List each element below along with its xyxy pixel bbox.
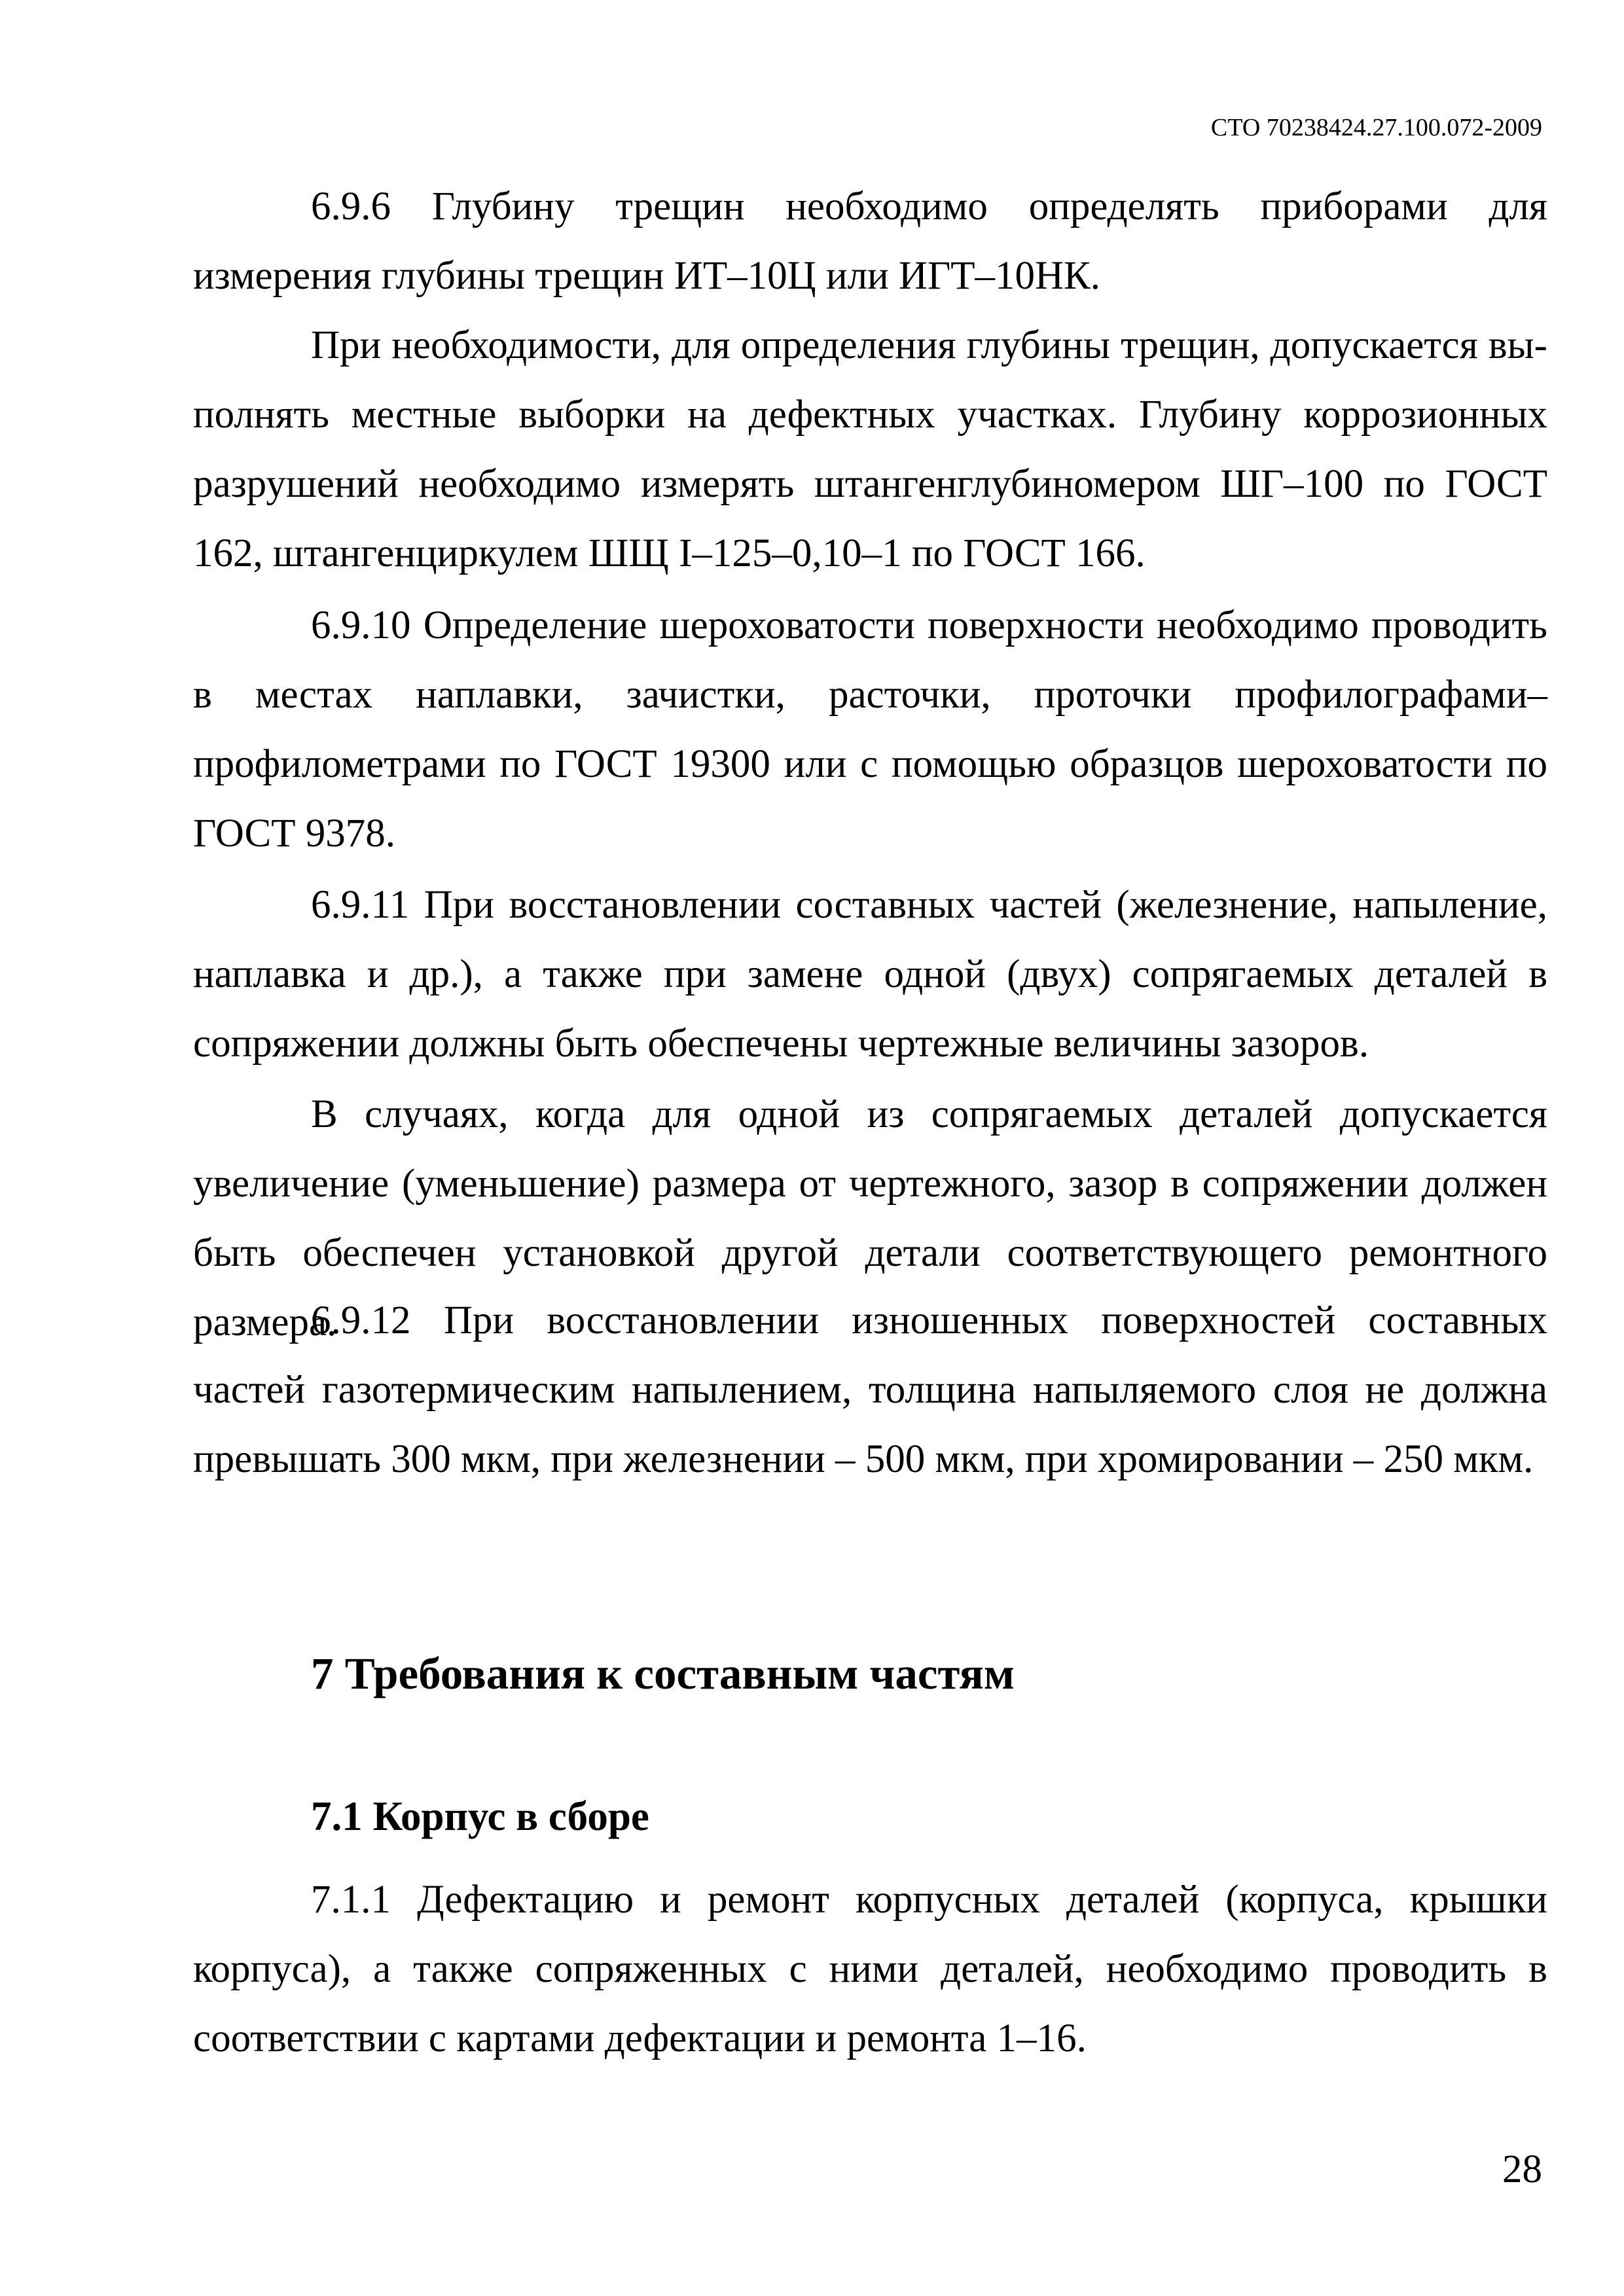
paragraph-crack-depth-note: При необходимости, для определения глубины трещин, допускается выполнять местные выборки на дефектных участках. Глубину коррозионных разрушений необходимо измерять штангенглубиномером ШГ–100 по ГОСТ 162, штангенциркулем ШЩ I–125–0,10–1 по ГОСТ 166. xyxy=(193,323,1547,575)
paragraph-6-9-12: 6.9.12 При восстановлении изношенных поверхностей составных частей газотермическим напылением, толщина напыляемого слоя не должна превышать 300 мкм, при железнении – 500 мкм, при хромировании – 250 мкм. xyxy=(193,1299,1547,1481)
paragraph-6-9-10: 6.9.10 Определение шероховатости поверхности необходимо проводить в местах наплавки, зачистки, расточки, проточки профилографами–профилометрами по ГОСТ 19300 или с помощью образцов шероховатости по ГОСТ 9378. xyxy=(193,603,1547,855)
paragraph-6-9-6: 6.9.6 Глубину трещин необходимо определять приборами для измерения глубины трещин ИТ–10Ц или ИГТ–10НК. xyxy=(193,185,1547,298)
document-code-header: СТО 70238424.27.100.072-2009 xyxy=(1210,114,1542,141)
section-heading: 7 Требования к составным частям xyxy=(311,1649,1015,1698)
page-number: 28 xyxy=(1502,2147,1542,2191)
subsection-heading: 7.1 Корпус в сборе xyxy=(311,1793,649,1839)
paragraph-7-1-1: 7.1.1 Дефектацию и ремонт корпусных деталей (корпуса, крышки корпуса), а также сопряженных с ними деталей, необходимо проводить в соответствии с картами дефектации и ремонта 1–16. xyxy=(193,1878,1547,2060)
paragraph-clearance-note: В случаях, когда для одной из сопрягаемых деталей допускается увеличение (уменьшение) размера от чертежного, зазор в сопряжении должен быть обеспечен установкой другой детали соответствующего ремонтного размера. xyxy=(193,1092,1547,1344)
paragraph-6-9-11: 6.9.11 При восстановлении составных частей (железнение, напыление, наплавка и др.), а также при замене одной (двух) сопрягаемых деталей в сопряжении должны быть обеспечены чертежные величины зазоров. xyxy=(193,883,1547,1066)
